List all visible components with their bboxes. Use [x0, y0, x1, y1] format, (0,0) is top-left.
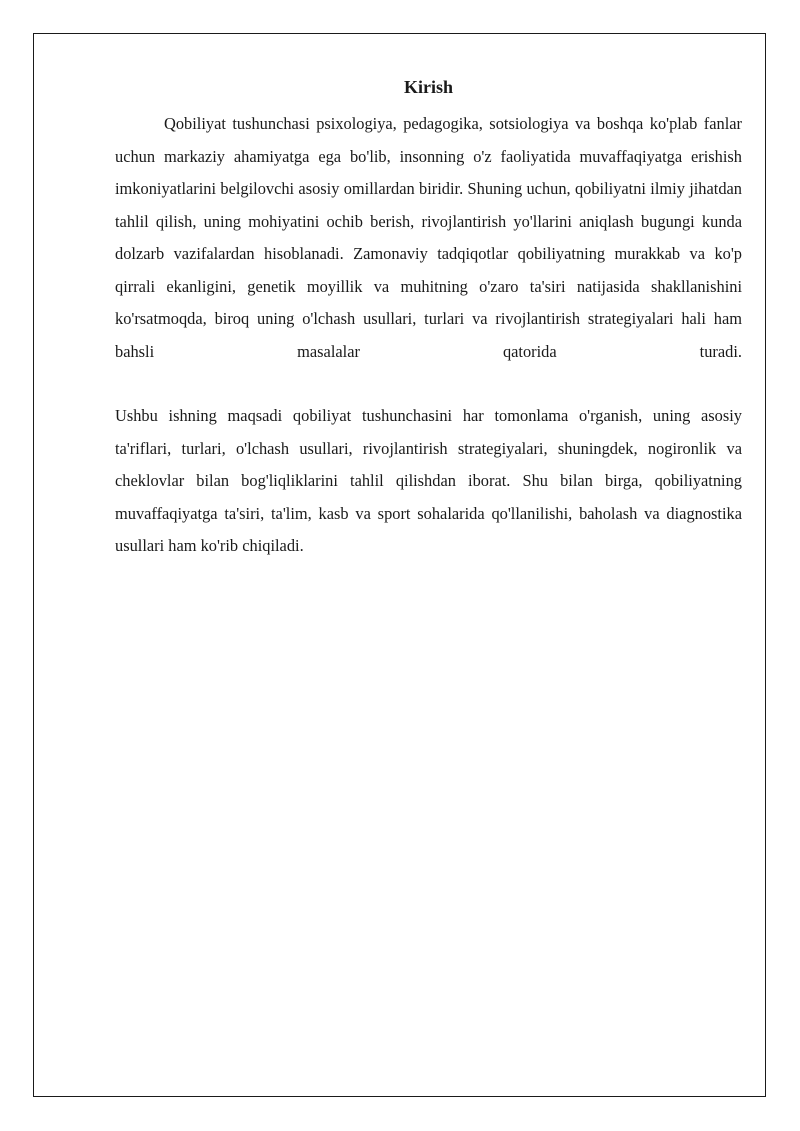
document-body — [115, 76, 742, 563]
document-title: Kirish — [403, 77, 453, 97]
paragraph-purpose: Ushbu ishning maqsadi qobiliyat tushunchasini har tomonlama o'rganish, uning asosiy ta'riflari, turlari, o'lchash usullari, rivojlantirish strategiyalari, shuningdek, nogironlik va cheklovlar bilan bog'liqliklarini tahlil qilishdan iborat. Shu bilan birga, qobiliyatning muvaffaqiyatga ta'siri, ta'lim, kasb va sport sohalarida qo'llanilishi, baholash va diagnostika usullari ham ko'rib chiqiladi. — [115, 406, 742, 555]
paragraph-introduction: Qobiliyat tushunchasi psixologiya, pedagogika, sotsiologiya va boshqa ko'plab fanlar uchun markaziy ahamiyatga ega bo'lib, insonning o'z faoliyatida muvaffaqiyatga erishish imkoniyatlarini belgilovchi asosiy omillardan biridir. Shuning uchun, qobiliyatni ilmiy jihatdan tahlil qilish, uning mohiyatini ochib berish, rivojlantirish yo'llarini aniqlash bugungi kunda dolzarb vazifalardan hisoblanadi. Zamonaviy tadqiqotlar qobiliyatning murakkab va ko'p qirrali ekanligini, genetik moyillik va muhitning o'zaro ta'siri natijasida shakllanishini ko'rsatmoqda, biroq uning o'lchash usullari, turlari va rivojlantirish strategiyalari hali ham bahsli masalalar qatorida turadi. — [115, 114, 742, 361]
